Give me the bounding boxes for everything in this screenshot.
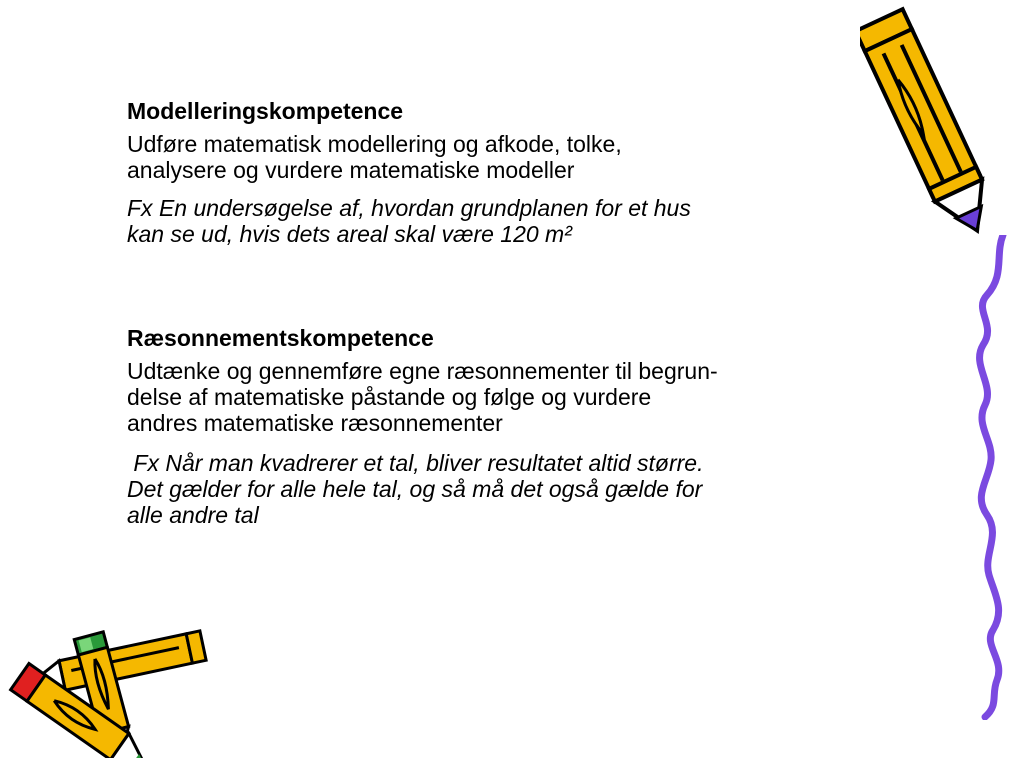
section-heading: Modelleringskompetence xyxy=(127,98,404,124)
body-line: andres matematiske ræsonnementer xyxy=(127,410,503,436)
example-line: kan se ud, hvis dets areal skal være 120 m² xyxy=(127,221,572,247)
example-line: Det gælder for alle hele tal, og så må det også gælde for xyxy=(127,476,703,502)
section-example xyxy=(127,450,867,528)
section-raesonnementskompetence xyxy=(127,324,867,528)
body-line: Udtænke og gennemføre egne ræsonnementer til begrun- xyxy=(127,358,718,384)
example-line: Fx Når man kvadrerer et tal, bliver resultatet altid større. xyxy=(127,450,704,476)
squiggle-line xyxy=(965,235,1015,720)
pencils-cluster-icon xyxy=(0,618,210,758)
section-body xyxy=(127,358,867,436)
section-example xyxy=(127,195,867,247)
section-heading: Ræsonnementskompetence xyxy=(127,325,434,351)
example-line: alle andre tal xyxy=(127,502,259,528)
pencil-icon xyxy=(860,0,1010,245)
body-line: delse af matematiske påstande og følge og vurdere xyxy=(127,384,652,410)
section-modelleringskompetence xyxy=(127,97,867,247)
section-body xyxy=(127,131,867,183)
body-line: analysere og vurdere matematiske modeller xyxy=(127,157,575,183)
body-line: Udføre matematisk modellering og afkode, tolke, xyxy=(127,131,622,157)
example-line: Fx En undersøgelse af, hvordan grundplanen for et hus xyxy=(127,195,691,221)
